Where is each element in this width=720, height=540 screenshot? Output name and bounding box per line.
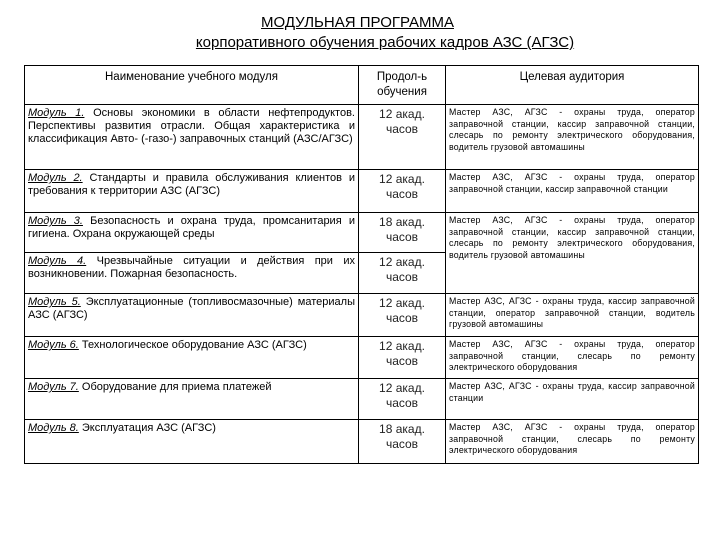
module-label: Модуль 1. — [28, 107, 85, 119]
module-title: Технологическое оборудование АЗС (АГЗС) — [78, 339, 307, 351]
module-name-cell — [25, 213, 359, 253]
module-name-cell — [25, 337, 359, 379]
duration-cell: 12 акад. часов — [359, 253, 446, 294]
duration-cell: 12 акад. часов — [359, 170, 446, 213]
module-label: Модуль 5. — [28, 296, 81, 308]
module-name-cell — [25, 379, 359, 420]
audience-cell: Мастер АЗС, АГЗС - охраны труда, оператор заправочной станции, слесарь по ремонту электрического оборудования — [446, 337, 699, 379]
table-row — [25, 379, 699, 420]
duration-cell: 18 акад. часов — [359, 420, 446, 464]
module-program-table — [24, 65, 699, 464]
audience-cell: Мастер АЗС, АГЗС - охраны труда, кассир заправочной станции, оператор заправочной станции, водитель грузовой автомашины — [446, 294, 699, 337]
module-title: Чрезвычайные ситуации и действия при их возникновении. Пожарная безопасность. — [28, 255, 355, 281]
table-row — [25, 294, 699, 337]
header-module: Наименование учебного модуля — [25, 66, 359, 105]
table-row — [25, 337, 699, 379]
module-title: Эксплуатационные (топливосмазочные) материалы АЗС (АГЗС) — [28, 296, 355, 322]
duration-cell: 18 акад. часов — [359, 213, 446, 253]
table-row — [25, 420, 699, 464]
module-label: Модуль 4. — [28, 255, 87, 267]
document-title — [0, 14, 720, 51]
module-title: Основы экономики в области нефтепродуктов. Перспективы развития отрасли. Общая характеристика и классификация Авто- (-газо-) заправочных станций (АЗС/АГЗС) — [28, 107, 355, 146]
module-label: Модуль 7. — [28, 381, 79, 393]
duration-cell: 12 акад. часов — [359, 105, 446, 170]
module-label: Модуль 8. — [28, 422, 79, 434]
module-title: Безопасность и охрана труда, промсанитария и гигиена. Охрана окружающей среды — [28, 215, 355, 241]
header-audience: Целевая аудитория — [446, 66, 699, 105]
table-row — [25, 213, 699, 253]
module-title: Эксплуатация АЗС (АГЗС) — [78, 422, 216, 434]
module-title: Оборудование для приема платежей — [78, 381, 272, 393]
duration-cell: 12 акад. часов — [359, 294, 446, 337]
module-title: Стандарты и правила обслуживания клиентов и требования к территории АЗС (АГЗС) — [28, 172, 355, 198]
module-label: Модуль 6. — [28, 339, 79, 351]
module-name-cell — [25, 105, 359, 170]
title-line-1: МОДУЛЬНАЯ ПРОГРАММА — [261, 14, 454, 31]
header-duration: Продол-ь обучения — [359, 66, 446, 105]
duration-cell: 12 акад. часов — [359, 337, 446, 379]
table-row — [25, 105, 699, 170]
audience-cell: Мастер АЗС, АГЗС - охраны труда, оператор заправочной станции, слесарь по ремонту электрического оборудования — [446, 420, 699, 464]
audience-cell: Мастер АЗС, АГЗС - охраны труда, оператор заправочной станции, кассир заправочной станции, слесарь по ремонту электрического оборудования, водитель грузовой автомашины — [446, 213, 699, 294]
duration-cell: 12 акад. часов — [359, 379, 446, 420]
module-name-cell — [25, 253, 359, 294]
audience-cell: Мастер АЗС, АГЗС - охраны труда, оператор заправочной станции, кассир заправочной станции — [446, 170, 699, 213]
audience-cell: Мастер АЗС, АГЗС - охраны труда, кассир заправочной станции — [446, 379, 699, 420]
table-row — [25, 170, 699, 213]
module-name-cell — [25, 170, 359, 213]
title-line-2: корпоративного обучения рабочих кадров АЗС (АГЗС) — [195, 34, 575, 51]
table-header-row — [25, 66, 699, 105]
audience-cell: Мастер АЗС, АГЗС - охраны труда, оператор заправочной станции, кассир заправочной станции, слесарь по ремонту электрического оборудования, водитель грузовой автомашины — [446, 105, 699, 170]
module-name-cell — [25, 294, 359, 337]
module-name-cell — [25, 420, 359, 464]
module-label: Модуль 2. — [28, 172, 83, 184]
module-label: Модуль 3. — [28, 215, 83, 227]
